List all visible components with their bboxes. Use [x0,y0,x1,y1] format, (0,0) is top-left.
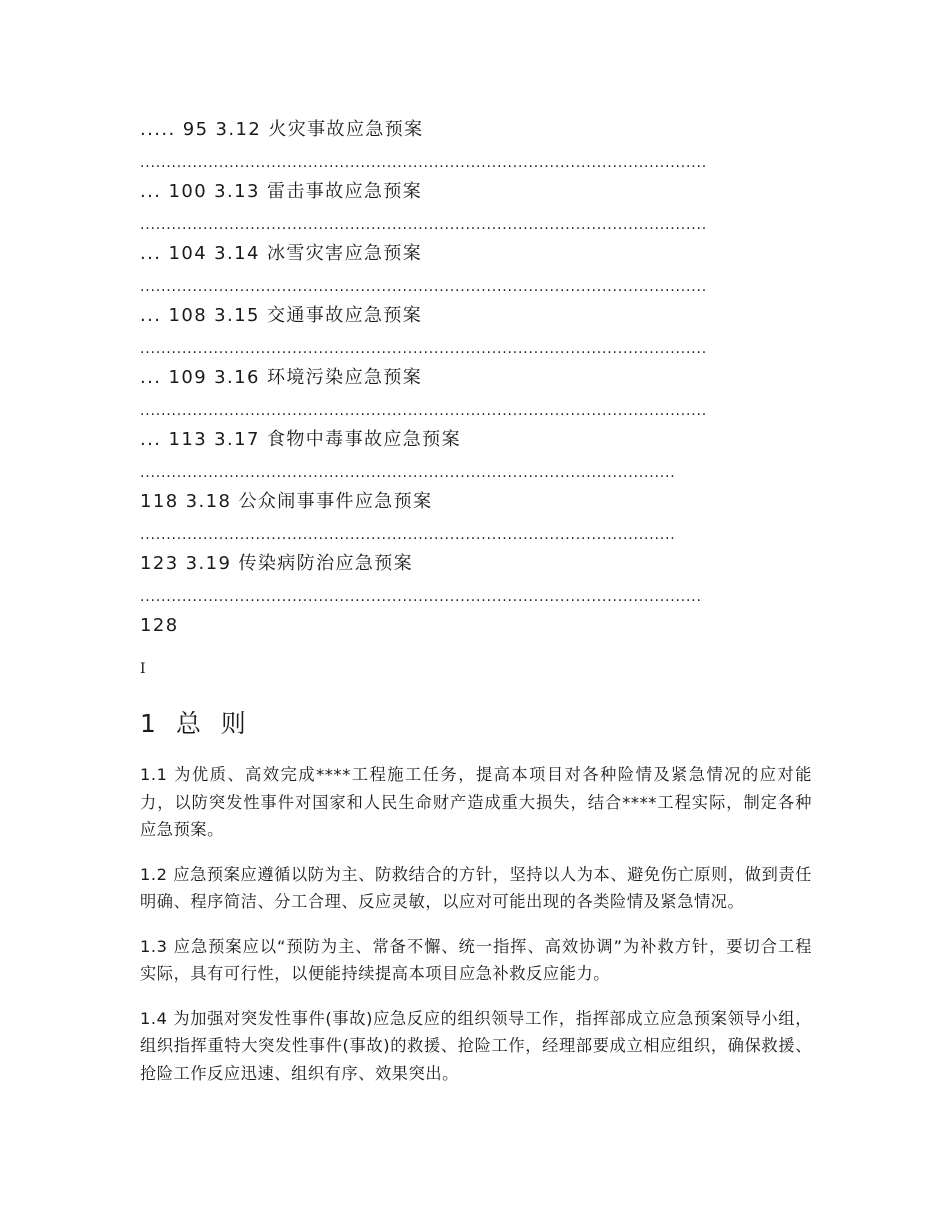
toc-entry: ... 109 3.16 环境污染应急预案 [140,367,423,388]
toc-leader: ........................................................................................................... [140,589,702,605]
toc-entry: ..... 95 3.12 火灾事故应急预案 [140,119,424,140]
section-body [140,761,812,1104]
toc-leader: ............................................................................................................ [140,279,708,295]
paragraph: 1.1 为优质、高效完成****工程施工任务，提高本项目对各种险情及紧急情况的应对能力，以防突发性事件对国家和人民生命财产造成重大损失，结合****工程实际，制定各种应急预案。 [140,765,812,839]
toc-entry: 128 [140,615,179,636]
paragraph: 1.4 为加强对突发性事件(事故)应急反应的组织领导工作，指挥部成立应急预案领导小组，组织指挥重特大突发性事件(事故)的救援、抢险工作，经理部要成立相应组织，确保救援、抢险工作反应迅速、组织有序、效果突出。 [140,1008,812,1083]
toc-entry: ... 104 3.14 冰雪灾害应急预案 [140,243,423,264]
toc-entry: ... 108 3.15 交通事故应急预案 [140,305,423,326]
table-of-contents [140,114,810,641]
paragraph: 1.3 应急预案应以“预防为主、常备不懈、统一指挥、高效协调”为补救方针，要切合工程实际，具有可行性，以便能持续提高本项目应急补救反应能力。 [140,936,812,983]
page-number: I [140,661,146,677]
toc-leader: ............................................................................................................ [140,217,708,233]
paragraph: 1.2 应急预案应遵循以防为主、防救结合的方针，坚持以人为本、避免伤亡原则，做到责任明确、程序简洁、分工合理、反应灵敏，以应对可能出现的各类险情及紧急情况。 [140,864,812,911]
toc-entry: ... 113 3.17 食物中毒事故应急预案 [140,429,461,450]
toc-entry: 123 3.19 传染病防治应急预案 [140,553,414,574]
toc-entry: ... 100 3.13 雷击事故应急预案 [140,181,423,202]
toc-leader: ............................................................................................................ [140,403,708,419]
toc-leader: ............................................................................................................ [140,155,708,171]
toc-leader: ............................................................................................................ [140,341,708,357]
toc-leader: ...................................................................................................... [140,527,676,543]
toc-entry: 118 3.18 公众闹事事件应急预案 [140,491,433,512]
section-heading: 1 总 则 [140,709,252,738]
toc-leader: ...................................................................................................... [140,465,676,481]
